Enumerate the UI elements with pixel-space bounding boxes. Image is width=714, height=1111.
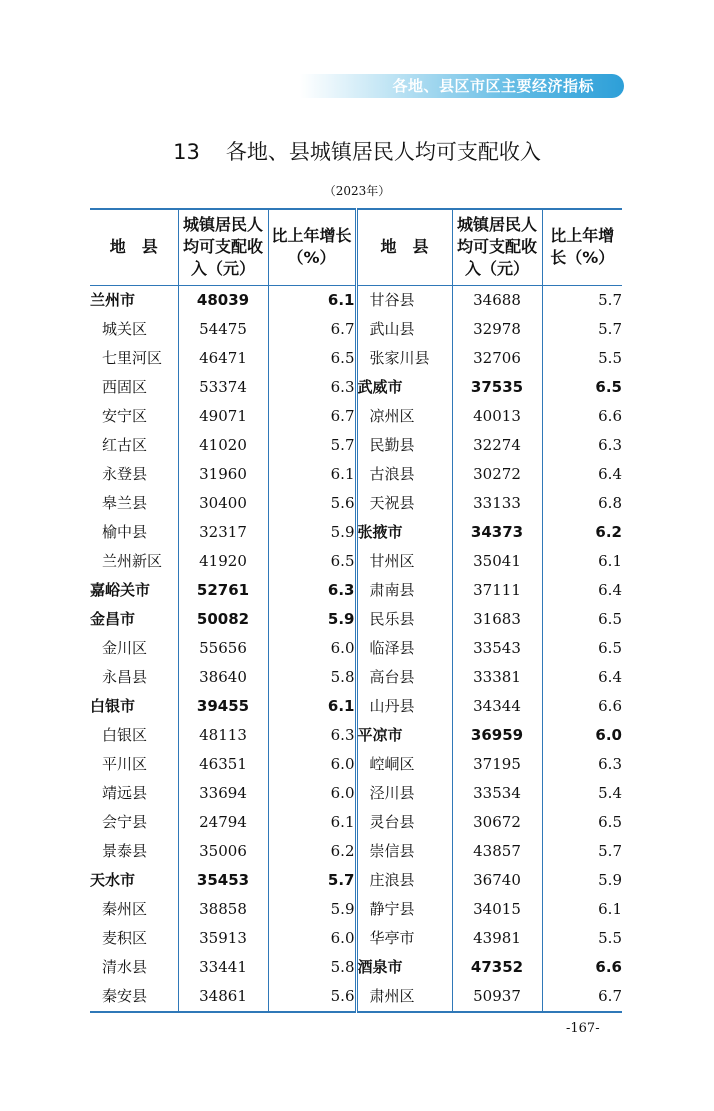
income-value: 34373 bbox=[452, 518, 542, 547]
table-row bbox=[90, 489, 622, 518]
region-name: 山丹县 bbox=[356, 692, 452, 721]
growth-value: 5.4 bbox=[542, 779, 622, 808]
income-value: 31960 bbox=[178, 460, 268, 489]
income-value: 43857 bbox=[452, 837, 542, 866]
growth-value: 6.6 bbox=[542, 953, 622, 982]
growth-value: 6.3 bbox=[268, 576, 356, 605]
income-value: 34861 bbox=[178, 982, 268, 1012]
income-value: 46351 bbox=[178, 750, 268, 779]
income-value: 34688 bbox=[452, 285, 542, 315]
header-growth-right: 比上年增长（%） bbox=[542, 209, 622, 285]
region-name: 甘州区 bbox=[356, 547, 452, 576]
growth-value: 6.1 bbox=[542, 547, 622, 576]
table-body bbox=[90, 285, 622, 1012]
region-name: 张家川县 bbox=[356, 344, 452, 373]
growth-value: 6.1 bbox=[268, 692, 356, 721]
income-value: 39455 bbox=[178, 692, 268, 721]
table-row bbox=[90, 285, 622, 315]
table-title: 各地、县城镇居民人均可支配收入 bbox=[225, 140, 541, 164]
income-value: 41920 bbox=[178, 547, 268, 576]
income-value: 33694 bbox=[178, 779, 268, 808]
income-value: 35453 bbox=[178, 866, 268, 895]
growth-value: 6.2 bbox=[542, 518, 622, 547]
growth-value: 5.9 bbox=[268, 605, 356, 634]
growth-value: 6.1 bbox=[542, 895, 622, 924]
income-value: 34015 bbox=[452, 895, 542, 924]
growth-value: 6.0 bbox=[268, 924, 356, 953]
region-name: 古浪县 bbox=[356, 460, 452, 489]
region-name: 秦安县 bbox=[102, 986, 148, 1005]
section-banner-label: 各地、县区市区主要经济指标 bbox=[392, 77, 594, 95]
growth-value: 6.5 bbox=[542, 373, 622, 402]
growth-value: 6.4 bbox=[542, 576, 622, 605]
income-value: 32706 bbox=[452, 344, 542, 373]
growth-value: 5.8 bbox=[268, 663, 356, 692]
table-row bbox=[90, 373, 622, 402]
region-name: 崆峒区 bbox=[356, 750, 452, 779]
table-row bbox=[90, 315, 622, 344]
region-name: 武威市 bbox=[356, 373, 452, 402]
growth-value: 5.7 bbox=[268, 866, 356, 895]
growth-value: 5.7 bbox=[542, 837, 622, 866]
region-name: 清水县 bbox=[102, 957, 148, 976]
region-name: 武山县 bbox=[356, 315, 452, 344]
income-value: 30400 bbox=[178, 489, 268, 518]
table-row bbox=[90, 663, 622, 692]
growth-value: 6.5 bbox=[542, 634, 622, 663]
region-name: 会宁县 bbox=[102, 812, 148, 831]
income-value: 55656 bbox=[178, 634, 268, 663]
region-name: 民乐县 bbox=[356, 605, 452, 634]
income-value: 31683 bbox=[452, 605, 542, 634]
income-value: 35006 bbox=[178, 837, 268, 866]
income-value: 37111 bbox=[452, 576, 542, 605]
income-value: 33381 bbox=[452, 663, 542, 692]
income-value: 49071 bbox=[178, 402, 268, 431]
table-row bbox=[90, 547, 622, 576]
growth-value: 6.3 bbox=[542, 750, 622, 779]
income-value: 48113 bbox=[178, 721, 268, 750]
region-name: 临泽县 bbox=[356, 634, 452, 663]
region-name: 华亭市 bbox=[356, 924, 452, 953]
income-value: 40013 bbox=[452, 402, 542, 431]
region-name: 天祝县 bbox=[356, 489, 452, 518]
region-name: 秦州区 bbox=[102, 899, 148, 918]
growth-value: 6.5 bbox=[542, 808, 622, 837]
growth-value: 6.0 bbox=[542, 721, 622, 750]
region-name: 嘉峪关市 bbox=[90, 580, 151, 599]
growth-value: 6.3 bbox=[542, 431, 622, 460]
table-row bbox=[90, 576, 622, 605]
region-name: 平凉市 bbox=[356, 721, 452, 750]
income-value: 32317 bbox=[178, 518, 268, 547]
growth-value: 5.5 bbox=[542, 924, 622, 953]
region-name: 景泰县 bbox=[102, 841, 148, 860]
header-income-right: 城镇居民人均可支配收入（元） bbox=[452, 209, 542, 285]
region-name: 西固区 bbox=[102, 377, 148, 396]
region-name: 肃南县 bbox=[356, 576, 452, 605]
region-name: 麦积区 bbox=[102, 928, 148, 947]
region-name: 静宁县 bbox=[356, 895, 452, 924]
growth-value: 6.7 bbox=[542, 982, 622, 1012]
year-note: （2023年） bbox=[323, 184, 391, 198]
section-banner bbox=[300, 74, 624, 98]
region-name: 兰州市 bbox=[90, 290, 136, 309]
income-value: 35041 bbox=[452, 547, 542, 576]
growth-value: 5.9 bbox=[268, 895, 356, 924]
income-value: 53374 bbox=[178, 373, 268, 402]
region-name: 安宁区 bbox=[102, 406, 148, 425]
region-name: 红古区 bbox=[102, 435, 148, 454]
income-table bbox=[90, 208, 622, 1013]
income-value: 43981 bbox=[452, 924, 542, 953]
growth-value: 6.6 bbox=[542, 692, 622, 721]
growth-value: 6.4 bbox=[542, 663, 622, 692]
income-value: 36959 bbox=[452, 721, 542, 750]
growth-value: 5.7 bbox=[542, 315, 622, 344]
header-growth-left: 比上年增长（%） bbox=[268, 209, 356, 285]
income-value: 50082 bbox=[178, 605, 268, 634]
region-name: 兰州新区 bbox=[102, 551, 163, 570]
income-value: 30272 bbox=[452, 460, 542, 489]
header-region-left: 地 县 bbox=[109, 237, 158, 257]
table-row bbox=[90, 808, 622, 837]
income-value: 32978 bbox=[452, 315, 542, 344]
table-row bbox=[90, 431, 622, 460]
table-row bbox=[90, 692, 622, 721]
income-value: 33534 bbox=[452, 779, 542, 808]
growth-value: 6.0 bbox=[268, 750, 356, 779]
region-name: 金川区 bbox=[102, 638, 148, 657]
growth-value: 5.6 bbox=[268, 982, 356, 1012]
table-row bbox=[90, 866, 622, 895]
region-name: 靖远县 bbox=[102, 783, 148, 802]
income-value: 50937 bbox=[452, 982, 542, 1012]
region-name: 酒泉市 bbox=[356, 953, 452, 982]
income-value: 34344 bbox=[452, 692, 542, 721]
growth-value: 6.0 bbox=[268, 634, 356, 663]
growth-value: 6.3 bbox=[268, 721, 356, 750]
region-name: 天水市 bbox=[90, 870, 136, 889]
income-value: 37195 bbox=[452, 750, 542, 779]
table-row bbox=[90, 518, 622, 547]
region-name: 凉州区 bbox=[356, 402, 452, 431]
growth-value: 6.7 bbox=[268, 402, 356, 431]
region-name: 城关区 bbox=[102, 319, 148, 338]
region-name: 民勤县 bbox=[356, 431, 452, 460]
table-row bbox=[90, 721, 622, 750]
region-name: 榆中县 bbox=[102, 522, 148, 541]
table-row bbox=[90, 344, 622, 373]
region-name: 平川区 bbox=[102, 754, 148, 773]
income-value: 38640 bbox=[178, 663, 268, 692]
income-value: 47352 bbox=[452, 953, 542, 982]
income-value: 33441 bbox=[178, 953, 268, 982]
table-row bbox=[90, 953, 622, 982]
region-name: 皋兰县 bbox=[102, 493, 148, 512]
income-value: 41020 bbox=[178, 431, 268, 460]
growth-value: 5.9 bbox=[542, 866, 622, 895]
table-row bbox=[90, 460, 622, 489]
income-value: 36740 bbox=[452, 866, 542, 895]
income-value: 33133 bbox=[452, 489, 542, 518]
income-value: 38858 bbox=[178, 895, 268, 924]
table-number: 13 bbox=[173, 140, 200, 164]
income-value: 46471 bbox=[178, 344, 268, 373]
table-row bbox=[90, 779, 622, 808]
region-name: 庄浪县 bbox=[356, 866, 452, 895]
growth-value: 6.1 bbox=[268, 808, 356, 837]
income-value: 30672 bbox=[452, 808, 542, 837]
growth-value: 6.0 bbox=[268, 779, 356, 808]
table-row bbox=[90, 750, 622, 779]
table-row bbox=[90, 837, 622, 866]
table-row bbox=[90, 402, 622, 431]
growth-value: 6.5 bbox=[542, 605, 622, 634]
growth-value: 6.5 bbox=[268, 344, 356, 373]
growth-value: 6.8 bbox=[542, 489, 622, 518]
region-name: 永昌县 bbox=[102, 667, 148, 686]
region-name: 崇信县 bbox=[356, 837, 452, 866]
table-row bbox=[90, 605, 622, 634]
table-row bbox=[90, 924, 622, 953]
table-row bbox=[90, 634, 622, 663]
growth-value: 6.6 bbox=[542, 402, 622, 431]
header-income-left: 城镇居民人均可支配收入（元） bbox=[178, 209, 268, 285]
growth-value: 5.9 bbox=[268, 518, 356, 547]
table-row bbox=[90, 982, 622, 1012]
table-row bbox=[90, 895, 622, 924]
income-value: 33543 bbox=[452, 634, 542, 663]
growth-value: 6.4 bbox=[542, 460, 622, 489]
region-name: 甘谷县 bbox=[356, 285, 452, 315]
region-name: 白银市 bbox=[90, 696, 136, 715]
page-number: -167- bbox=[566, 1021, 600, 1036]
income-value: 37535 bbox=[452, 373, 542, 402]
income-value: 32274 bbox=[452, 431, 542, 460]
growth-value: 6.1 bbox=[268, 460, 356, 489]
region-name: 灵台县 bbox=[356, 808, 452, 837]
region-name: 张掖市 bbox=[356, 518, 452, 547]
region-name: 金昌市 bbox=[90, 609, 136, 628]
growth-value: 6.7 bbox=[268, 315, 356, 344]
income-value: 48039 bbox=[178, 285, 268, 315]
growth-value: 5.7 bbox=[542, 285, 622, 315]
page-title bbox=[0, 138, 714, 166]
growth-value: 6.2 bbox=[268, 837, 356, 866]
region-name: 永登县 bbox=[102, 464, 148, 483]
growth-value: 5.7 bbox=[268, 431, 356, 460]
region-name: 泾川县 bbox=[356, 779, 452, 808]
growth-value: 5.5 bbox=[542, 344, 622, 373]
region-name: 肃州区 bbox=[356, 982, 452, 1012]
growth-value: 6.1 bbox=[268, 285, 356, 315]
income-value: 24794 bbox=[178, 808, 268, 837]
header-region-right: 地 县 bbox=[356, 209, 452, 285]
income-value: 54475 bbox=[178, 315, 268, 344]
region-name: 高台县 bbox=[356, 663, 452, 692]
growth-value: 6.5 bbox=[268, 547, 356, 576]
growth-value: 6.3 bbox=[268, 373, 356, 402]
table-header-row bbox=[90, 209, 622, 285]
growth-value: 5.6 bbox=[268, 489, 356, 518]
region-name: 白银区 bbox=[102, 725, 148, 744]
growth-value: 5.8 bbox=[268, 953, 356, 982]
region-name: 七里河区 bbox=[102, 348, 163, 367]
income-value: 52761 bbox=[178, 576, 268, 605]
income-value: 35913 bbox=[178, 924, 268, 953]
